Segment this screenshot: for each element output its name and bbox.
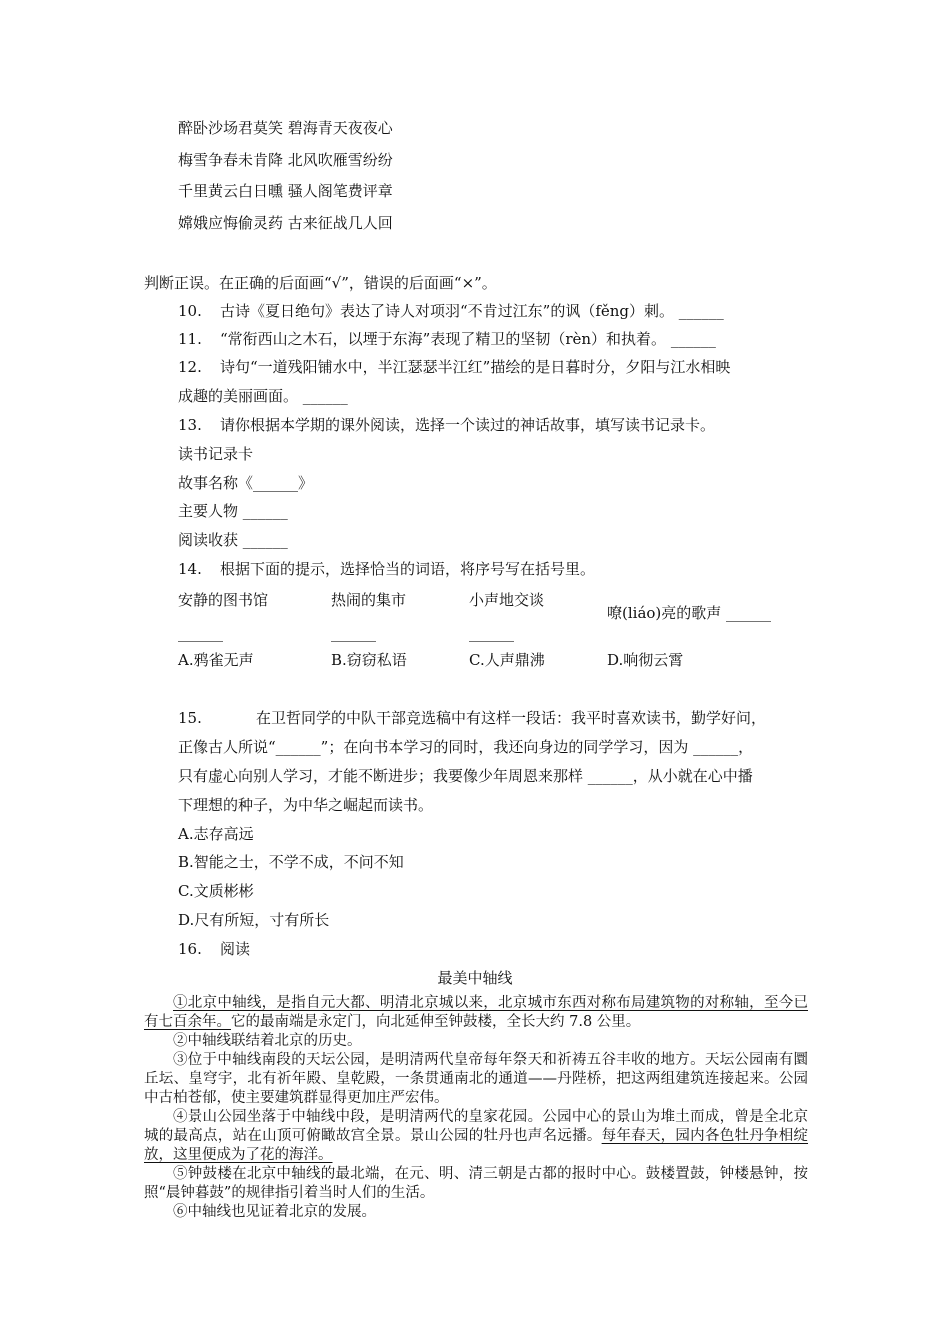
answer-blank: ______ (178, 624, 223, 642)
answer-blank: ______ (331, 624, 376, 642)
prompt-1: 安静的图书馆 (178, 591, 269, 609)
question-12-continued: 成趣的美丽画面。 ______ (178, 387, 348, 405)
question-14 (178, 559, 595, 579)
poem-line: 千里黄云白日曛 骚人阁笔费评章 (178, 182, 393, 200)
question-number: 14. (178, 560, 202, 578)
option-b: B.智能之士，不学不成，不问不知 (178, 853, 404, 871)
question-text: 古诗《夏日绝句》表达了诗人对项羽“不肯过江东”的讽（fěng）刺。 ______ (220, 302, 724, 320)
reading-card-title: 读书记录卡 (178, 445, 254, 463)
paragraph-4 (144, 1108, 808, 1165)
paragraph-1 (144, 994, 808, 1032)
underlined-sentence: ①北京中轴线，是指自元大都、明清北京城以来，北京城市东西对称布局建筑物的对称轴，至今已有七百余年。 (144, 995, 808, 1030)
question-13 (178, 415, 715, 435)
paragraph-6: ⑥中轴线也见证着北京的发展。 (173, 1204, 376, 1220)
answer-blank: ______ (469, 624, 514, 642)
question-number: 11. (178, 330, 202, 348)
question-15 (178, 708, 766, 728)
question-text: 诗句“一道残阳铺水中，半江瑟瑟半江红”描绘的是日暮时分，夕阳与江水相映 (220, 358, 731, 376)
option-b: B.窃窃私语 (331, 651, 407, 669)
reading-passage (144, 994, 808, 1222)
story-name-field: 故事名称《______》 (178, 474, 314, 492)
underlined-sentence: 每年春天，园内各色牡丹争相绽放，这里便成为了花的海洋。 (144, 1128, 809, 1163)
paragraph-text: ④景山公园坐落于中轴线中段，是明清两代的皇家花园。公园中心的景山为堆土而成，曾是全北京城的最高点，站在山顶可俯瞰故宫全景。景山公园的牡丹也声名远播。 (144, 1109, 808, 1144)
gain-field: 阅读收获 ______ (178, 531, 288, 549)
question-text: 根据下面的提示，选择恰当的词语，将序号写在括号里。 (220, 560, 596, 578)
question-number: 15. (178, 709, 202, 727)
passage-title: 最美中轴线 (437, 969, 513, 987)
question-16 (178, 939, 250, 959)
question-15-line: 下理想的种子，为中华之崛起而读书。 (178, 796, 434, 814)
paragraph-text: 它的最南端是永定门，向北延伸至钟鼓楼，全长大约 7.8 公里。 (231, 1014, 641, 1030)
option-a: A.鸦雀无声 (178, 651, 254, 669)
prompt-3: 小声地交谈 (469, 591, 545, 609)
question-number: 16. (178, 940, 202, 958)
paragraph-2: ②中轴线联结着北京的历史。 (173, 1033, 362, 1049)
poem-line: 梅雪争春未肯降 北风吹雁雪纷纷 (178, 151, 393, 169)
question-12 (178, 357, 730, 377)
poem-line: 嫦娥应悔偷灵药 古来征战几人回 (178, 214, 393, 232)
question-11 (178, 329, 716, 349)
question-number: 13. (178, 416, 202, 434)
poem-line: 醉卧沙场君莫笑 碧海青天夜夜心 (178, 119, 393, 137)
question-15-line: 正像古人所说“______”；在向书本学习的同时，我还向身边的同学学习，因为 ______， (178, 738, 754, 756)
question-number: 10. (178, 302, 202, 320)
prompt-2: 热闹的集市 (331, 591, 407, 609)
question-text: 在卫哲同学的中队干部竞选稿中有这样一段话：我平时喜欢读书，勤学好问， (256, 709, 767, 727)
question-text: “常衔西山之木石，以堙于东海”表现了精卫的坚韧（rèn）和执着。 ______ (220, 330, 716, 348)
paragraph-5: ⑤钟鼓楼在北京中轴线的最北端，在元、明、清三朝是古都的报时中心。鼓楼置鼓，钟楼悬钟，按照“晨钟暮鼓”的规律指引着当时人们的生活。 (144, 1166, 808, 1201)
option-d: D.尺有所短，寸有所长 (178, 911, 330, 929)
question-10 (178, 301, 724, 321)
prompt-4: 嘹(liáo)亮的歌声 ______ (607, 604, 772, 622)
option-d: D.响彻云霄 (607, 651, 684, 669)
option-c: C.人声鼎沸 (469, 651, 545, 669)
question-15-line: 只有虚心向别人学习，才能不断进步；我要像少年周恩来那样 ______，从小就在心中播 (178, 767, 753, 785)
question-number: 12. (178, 358, 202, 376)
characters-field: 主要人物 ______ (178, 502, 288, 520)
option-a: A.志存高远 (178, 825, 254, 843)
question-text: 请你根据本学期的课外阅读，选择一个读过的神话故事，填写读书记录卡。 (220, 416, 716, 434)
judge-instructions: 判断正误。在正确的后面画“√”，错误的后面画“×”。 (144, 274, 497, 292)
option-c: C.文质彬彬 (178, 882, 254, 900)
paragraph-3: ③位于中轴线南段的天坛公园，是明清两代皇帝每年祭天和祈祷五谷丰收的地方。天坛公园南有圜丘坛、皇穹宇，北有祈年殿、皇乾殿，一条贯通南北的通道——丹陛桥，把这两组建筑连接起来。公园中古柏苍郁，使主要建筑群显得更加庄严宏伟。 (144, 1052, 808, 1106)
question-text: 阅读 (220, 940, 251, 958)
